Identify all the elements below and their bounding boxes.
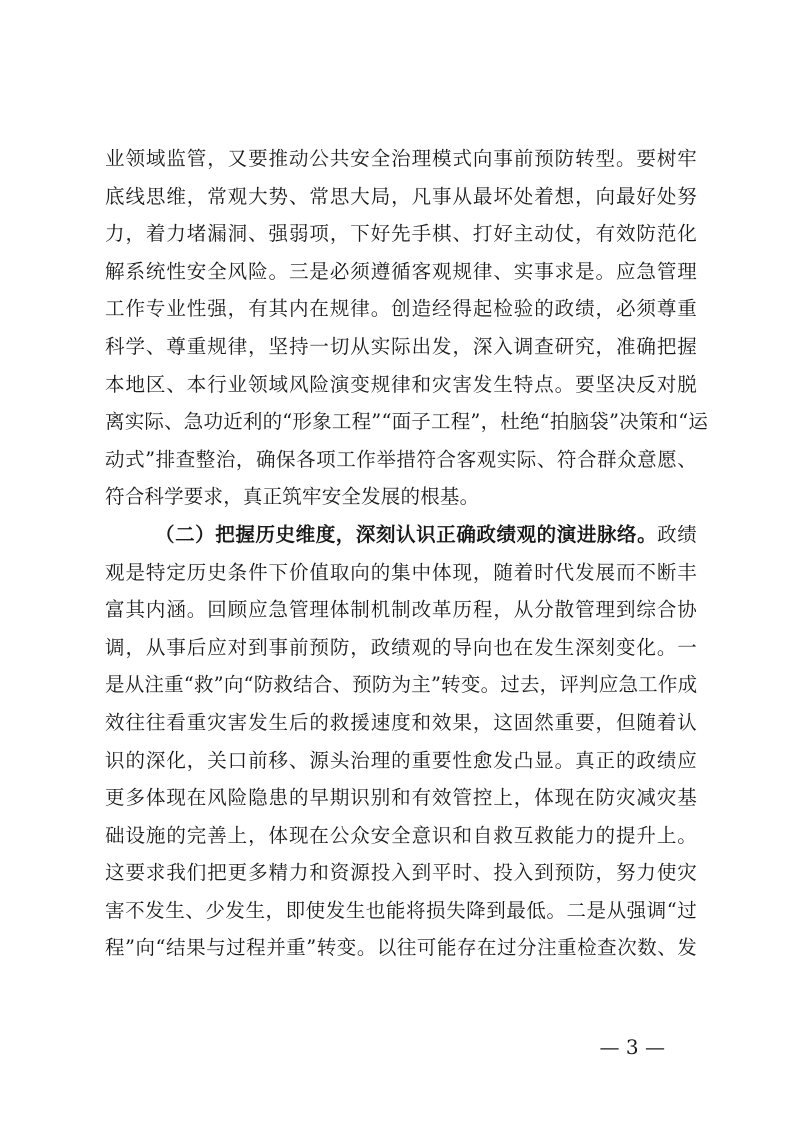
paragraph-1	[105, 140, 709, 516]
section-heading: （二）把握历史维度，深刻认识正确政绩观的演进脉络。	[155, 522, 658, 546]
text-line: 这要求我们把更多精力和资源投入到平时、投入到预防，努力使灾	[105, 861, 697, 885]
text-line: 动式”排查整治，确保各项工作举措符合客观实际、符合群众意愿、	[105, 447, 697, 471]
text-line: 效往往看重灾害发生后的救援速度和效果，这固然重要，但随着认	[105, 710, 697, 734]
text-line: 科学、尊重规律，坚持一切从实际出发，深入调查研究，准确把握	[105, 334, 697, 358]
heading-line-text: 政绩	[657, 522, 697, 546]
text-line: 观是特定历史条件下价值取向的集中体现，随着时代发展而不断丰	[105, 560, 697, 584]
text-line: 是从注重“救”向“防救结合、预防为主”转变。过去，评判应急工作成	[105, 673, 698, 697]
text-line: 解系统性安全风险。三是必须遵循客观规律、实事求是。应急管理	[105, 259, 697, 283]
text-line: 调，从事后应对到事前预防，政绩观的导向也在发生深刻变化。一	[105, 635, 697, 659]
text-line: 离实际、急功近利的“形象工程”“面子工程”，杜绝“拍脑袋”决策和“运	[105, 410, 709, 434]
text-line: 识的深化，关口前移、源头治理的重要性愈发凸显。真正的政绩应	[105, 748, 697, 772]
paragraph-2	[105, 516, 697, 967]
text-line: 工作专业性强，有其内在规律。创造经得起检验的政绩，必须尊重	[105, 297, 697, 321]
text-line: 础设施的完善上，体现在公众安全意识和自救互救能力的提升上。	[105, 823, 697, 847]
text-line: 力，着力堵漏洞、强弱项，下好先手棋、打好主动仗，有效防范化	[105, 222, 697, 246]
text-line: 底线思维，常观大势、常思大局，凡事从最坏处着想，向最好处努	[105, 184, 697, 208]
text-line: 符合科学要求，真正筑牢安全发展的根基。	[105, 485, 480, 509]
text-line: 更多体现在风险隐患的早期识别和有效管控上，体现在防灾减灾基	[105, 786, 697, 810]
section-heading-line	[105, 516, 697, 554]
text-line: 本地区、本行业领域风险演变规律和灾害发生特点。要坚决反对脱	[105, 372, 697, 396]
page-number: — 3 —	[599, 1035, 665, 1059]
text-line: 程”向“结果与过程并重”转变。以往可能存在过分注重检查次数、发	[105, 936, 697, 960]
document-body	[105, 140, 709, 967]
text-line: 害不发生、少发生，即使发生也能将损失降到最低。二是从强调“过	[105, 898, 697, 922]
text-line: 业领域监管，又要推动公共安全治理模式向事前预防转型。要树牢	[105, 147, 697, 170]
text-line: 富其内涵。回顾应急管理体制机制改革历程，从分散管理到综合协	[105, 598, 697, 622]
